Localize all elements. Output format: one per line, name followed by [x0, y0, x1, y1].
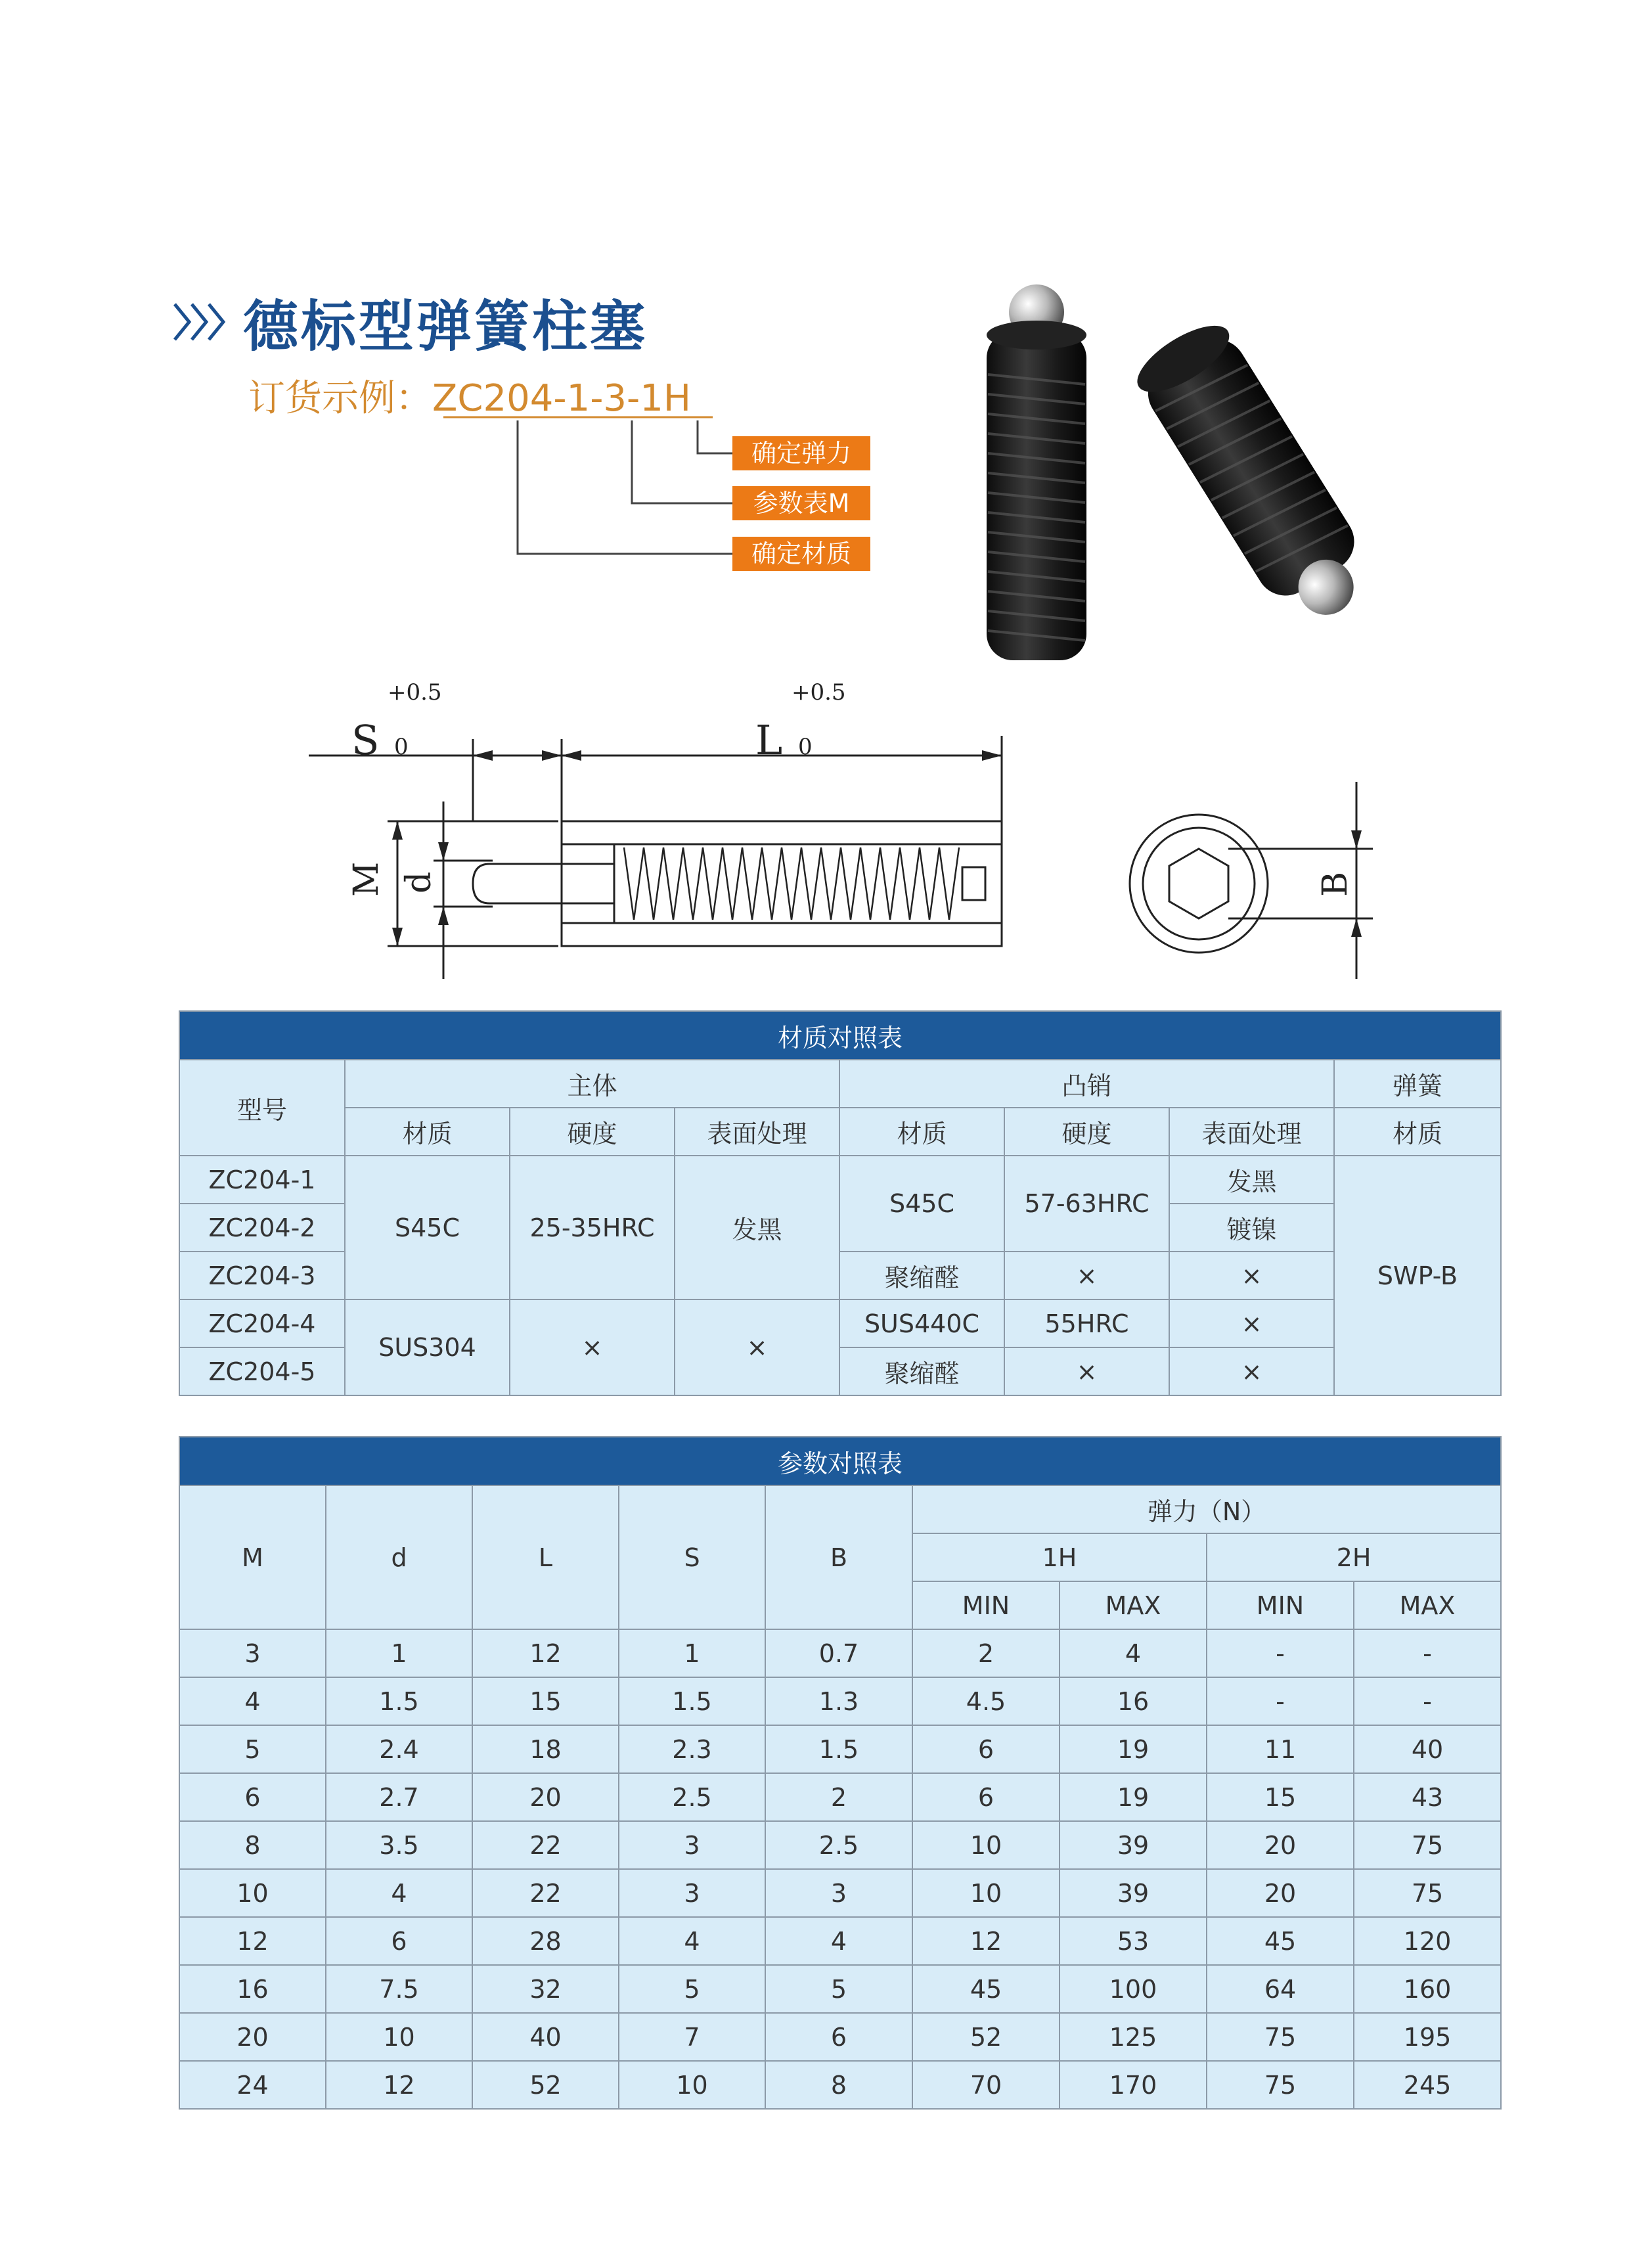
s-cell: 1: [619, 1629, 765, 1677]
s-cell: 5: [619, 1965, 765, 2013]
2h-min-cell: 15: [1207, 1773, 1354, 1821]
1h-max-cell: 4: [1060, 1629, 1207, 1677]
m-cell: 10: [179, 1869, 326, 1917]
spring-coils: [624, 847, 959, 920]
2h-min-cell: -: [1207, 1677, 1354, 1725]
2h-min-cell: 45: [1207, 1917, 1354, 1965]
1h-max-cell: 53: [1060, 1917, 1207, 1965]
material-table-title: 材质对照表: [179, 1011, 1501, 1060]
1h-min-cell: 70: [912, 2061, 1060, 2109]
2h-min-cell: -: [1207, 1629, 1354, 1677]
1h-min-cell: 6: [912, 1773, 1060, 1821]
s-cell: 3: [619, 1869, 765, 1917]
plunger-upright-image: [987, 284, 1086, 660]
pin-hardness-cell: 57-63HRC: [1004, 1156, 1169, 1252]
col-s: S: [619, 1485, 765, 1629]
model-cell: ZC204-3: [179, 1252, 345, 1299]
b-cell: 8: [765, 2061, 912, 2109]
order-label: 订货示例：: [248, 377, 432, 420]
s-cell: 7: [619, 2013, 765, 2061]
2h-min-cell: 75: [1207, 2013, 1354, 2061]
d-cell: 10: [326, 2013, 472, 2061]
dim-s-label: S: [351, 716, 380, 764]
2h-max-cell: 195: [1354, 2013, 1501, 2061]
2h-max-cell: -: [1354, 1677, 1501, 1725]
b-cell: 2.5: [765, 1821, 912, 1869]
2h-max-cell: -: [1354, 1629, 1501, 1677]
s-cell: 10: [619, 2061, 765, 2109]
model-cell: ZC204-5: [179, 1347, 345, 1395]
m-cell: 6: [179, 1773, 326, 1821]
1h-max-cell: 16: [1060, 1677, 1207, 1725]
d-cell: 7.5: [326, 1965, 472, 2013]
pin-surface-cell: ×: [1169, 1299, 1334, 1347]
body-hardness-cell: ×: [510, 1299, 675, 1395]
page-title-row: [172, 282, 648, 361]
pin-hardness-cell: ×: [1004, 1347, 1169, 1395]
1h-min-cell: 10: [912, 1869, 1060, 1917]
parameter-table: [179, 1436, 1502, 2110]
b-cell: 4: [765, 1917, 912, 1965]
dim-l-tolerance: +0.5: [792, 679, 846, 706]
pin-surface-cell: ×: [1169, 1252, 1334, 1299]
s-cell: 1.5: [619, 1677, 765, 1725]
sub-body-surface: 表面处理: [675, 1108, 839, 1156]
table-row: [179, 1677, 1501, 1725]
order-code: ZC204-1-3-1H: [432, 377, 691, 420]
pin-material-cell: 聚缩醛: [839, 1252, 1004, 1299]
triple-chevron-icon: [172, 299, 231, 345]
parameter-table-title: 参数对照表: [179, 1437, 1501, 1485]
table-row: [179, 1725, 1501, 1773]
1h-min-cell: 4.5: [912, 1677, 1060, 1725]
dim-d-label: d: [399, 871, 439, 893]
table-row: [179, 1629, 1501, 1677]
m-cell: 8: [179, 1821, 326, 1869]
group-body: 主体: [345, 1060, 839, 1108]
2h-min-cell: 11: [1207, 1725, 1354, 1773]
m-cell: 12: [179, 1917, 326, 1965]
m-cell: 4: [179, 1677, 326, 1725]
col-b: B: [765, 1485, 912, 1629]
pin-surface-cell: 镀镍: [1169, 1204, 1334, 1252]
col-2h-max: MAX: [1354, 1581, 1501, 1629]
body-hardness-cell: 25-35HRC: [510, 1156, 675, 1299]
2h-max-cell: 75: [1354, 1869, 1501, 1917]
1h-min-cell: 10: [912, 1821, 1060, 1869]
1h-max-cell: 125: [1060, 2013, 1207, 2061]
l-cell: 18: [472, 1725, 619, 1773]
d-cell: 1.5: [326, 1677, 472, 1725]
1h-max-cell: 100: [1060, 1965, 1207, 2013]
pin-surface-cell: 发黑: [1169, 1156, 1334, 1204]
1h-max-cell: 39: [1060, 1869, 1207, 1917]
table-row: [179, 1965, 1501, 2013]
col-force-1h: 1H: [912, 1533, 1207, 1581]
s-cell: 2.5: [619, 1773, 765, 1821]
2h-max-cell: 75: [1354, 1821, 1501, 1869]
table-row: [179, 1299, 1501, 1347]
col-1h-max: MAX: [1060, 1581, 1207, 1629]
callout-material: 确定材质: [732, 537, 870, 571]
2h-min-cell: 20: [1207, 1869, 1354, 1917]
dim-m-label: M: [347, 861, 386, 897]
2h-max-cell: 120: [1354, 1917, 1501, 1965]
table-row: [179, 1917, 1501, 1965]
1h-max-cell: 170: [1060, 2061, 1207, 2109]
2h-max-cell: 40: [1354, 1725, 1501, 1773]
2h-min-cell: 64: [1207, 1965, 1354, 2013]
s-cell: 3: [619, 1821, 765, 1869]
l-cell: 22: [472, 1821, 619, 1869]
table-row: [179, 2013, 1501, 2061]
1h-max-cell: 39: [1060, 1821, 1207, 1869]
l-cell: 20: [472, 1773, 619, 1821]
1h-min-cell: 6: [912, 1725, 1060, 1773]
2h-max-cell: 160: [1354, 1965, 1501, 2013]
m-cell: 24: [179, 2061, 326, 2109]
pin-material-cell: S45C: [839, 1156, 1004, 1252]
parameter-table-body: [179, 1629, 1501, 2109]
m-cell: 16: [179, 1965, 326, 2013]
pin-hardness-cell: ×: [1004, 1252, 1169, 1299]
table-row: [179, 1869, 1501, 1917]
order-example: [248, 369, 691, 422]
1h-min-cell: 2: [912, 1629, 1060, 1677]
col-l: L: [472, 1485, 619, 1629]
sub-pin-surface: 表面处理: [1169, 1108, 1334, 1156]
body-surface-cell: ×: [675, 1299, 839, 1395]
table-row: [179, 1773, 1501, 1821]
table-row: [179, 1821, 1501, 1869]
col-d: d: [326, 1485, 472, 1629]
1h-max-cell: 19: [1060, 1773, 1207, 1821]
col-2h-min: MIN: [1207, 1581, 1354, 1629]
b-cell: 6: [765, 2013, 912, 2061]
model-cell: ZC204-4: [179, 1299, 345, 1347]
callout-spring-force: 确定弹力: [732, 436, 870, 470]
2h-min-cell: 75: [1207, 2061, 1354, 2109]
1h-min-cell: 45: [912, 1965, 1060, 2013]
pin-surface-cell: ×: [1169, 1347, 1334, 1395]
pin-material-cell: SUS440C: [839, 1299, 1004, 1347]
m-cell: 20: [179, 2013, 326, 2061]
sub-pin-material: 材质: [839, 1108, 1004, 1156]
col-m: M: [179, 1485, 326, 1629]
m-cell: 3: [179, 1629, 326, 1677]
group-pin: 凸销: [839, 1060, 1334, 1108]
b-cell: 5: [765, 1965, 912, 2013]
1h-max-cell: 19: [1060, 1725, 1207, 1773]
body-material-cell: S45C: [345, 1156, 510, 1299]
technical-drawing: [302, 670, 1419, 985]
b-cell: 2: [765, 1773, 912, 1821]
table-row: [179, 1156, 1501, 1204]
dim-s-tolerance: +0.5: [388, 679, 442, 706]
material-table: [179, 1010, 1502, 1396]
model-cell: ZC204-1: [179, 1156, 345, 1204]
1h-min-cell: 12: [912, 1917, 1060, 1965]
d-cell: 6: [326, 1917, 472, 1965]
pin-material-cell: 聚缩醛: [839, 1347, 1004, 1395]
spring-material-cell: SWP-B: [1334, 1156, 1501, 1395]
sub-body-material: 材质: [345, 1108, 510, 1156]
l-cell: 12: [472, 1629, 619, 1677]
d-cell: 1: [326, 1629, 472, 1677]
d-cell: 3.5: [326, 1821, 472, 1869]
dim-l-label: L: [755, 716, 783, 764]
b-cell: 1.5: [765, 1725, 912, 1773]
l-cell: 22: [472, 1869, 619, 1917]
s-cell: 2.3: [619, 1725, 765, 1773]
callout-param-m: 参数表M: [732, 486, 870, 520]
d-cell: 2.4: [326, 1725, 472, 1773]
l-cell: 28: [472, 1917, 619, 1965]
table-row: [179, 2061, 1501, 2109]
1h-min-cell: 52: [912, 2013, 1060, 2061]
sub-pin-hardness: 硬度: [1004, 1108, 1169, 1156]
body-surface-cell: 发黑: [675, 1156, 839, 1299]
dim-s-sub: 0: [394, 734, 409, 760]
s-cell: 4: [619, 1917, 765, 1965]
pin-hardness-cell: 55HRC: [1004, 1299, 1169, 1347]
b-cell: 3: [765, 1869, 912, 1917]
b-cell: 1.3: [765, 1677, 912, 1725]
product-photo: [946, 276, 1458, 677]
l-cell: 32: [472, 1965, 619, 2013]
model-cell: ZC204-2: [179, 1204, 345, 1252]
l-cell: 52: [472, 2061, 619, 2109]
col-model: 型号: [179, 1060, 345, 1156]
sub-spring-material: 材质: [1334, 1108, 1501, 1156]
col-spring-force: 弹力（N）: [912, 1485, 1501, 1533]
d-cell: 2.7: [326, 1773, 472, 1821]
col-1h-min: MIN: [912, 1581, 1060, 1629]
dim-l-sub: 0: [798, 734, 813, 760]
2h-max-cell: 245: [1354, 2061, 1501, 2109]
l-cell: 40: [472, 2013, 619, 2061]
m-cell: 5: [179, 1725, 326, 1773]
group-spring: 弹簧: [1334, 1060, 1501, 1108]
d-cell: 12: [326, 2061, 472, 2109]
page-title: 德标型弹簧柱塞: [243, 293, 648, 359]
l-cell: 15: [472, 1677, 619, 1725]
body-material-cell: SUS304: [345, 1299, 510, 1395]
dim-b-label: B: [1316, 871, 1355, 897]
2h-max-cell: 43: [1354, 1773, 1501, 1821]
b-cell: 0.7: [765, 1629, 912, 1677]
col-force-2h: 2H: [1207, 1533, 1501, 1581]
2h-min-cell: 20: [1207, 1821, 1354, 1869]
sub-body-hardness: 硬度: [510, 1108, 675, 1156]
plunger-tilted-image: [1128, 313, 1385, 639]
d-cell: 4: [326, 1869, 472, 1917]
